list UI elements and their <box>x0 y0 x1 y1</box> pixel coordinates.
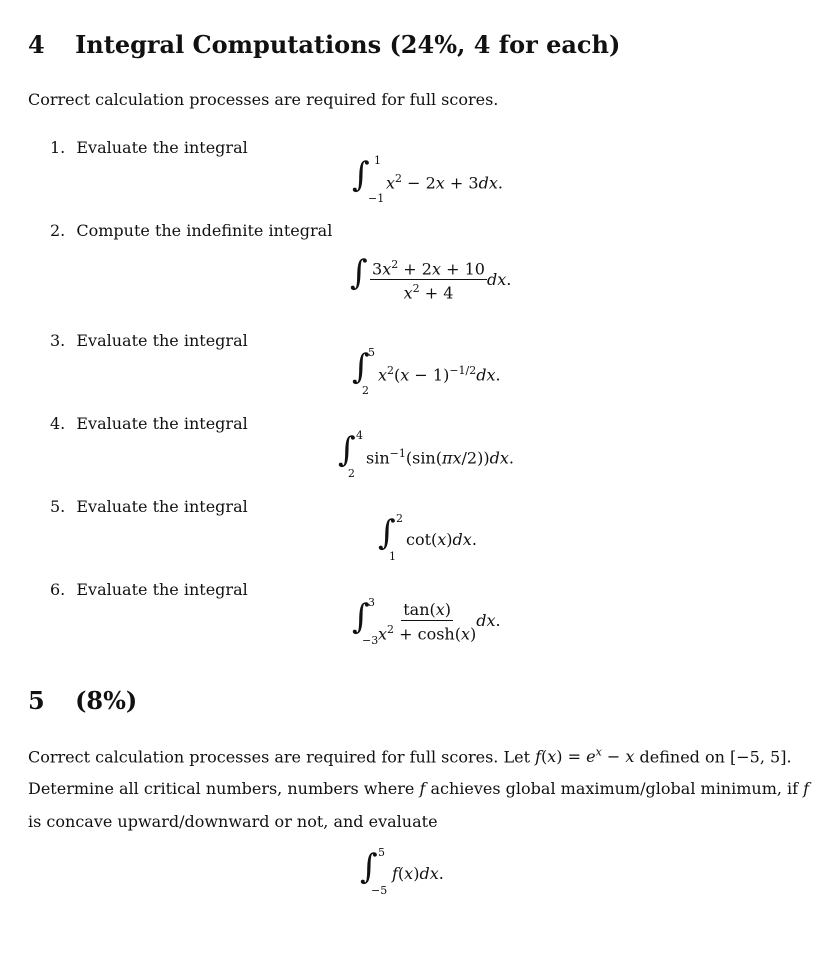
upper-limit: 2 <box>396 512 403 525</box>
integral-sign: ∫ <box>352 155 370 195</box>
line1-text-a: Correct calculation processes are required for full scores. Let <box>28 747 536 767</box>
integrand: $\sin^{-1}(\sin(\pi x/2))dx$. <box>366 447 514 468</box>
integral-sign: ∫ <box>378 513 396 553</box>
denominator: $x^2 + 4$ <box>403 282 454 303</box>
problem-2-prompt <box>50 221 332 240</box>
problem-2-text: Compute the indefinite integral <box>76 221 333 240</box>
integrand: $x^2 - 2x + 3dx$. <box>386 172 503 193</box>
integrand: $x^2(x - 1)^{-1/2}dx$. <box>378 364 501 385</box>
problem-1-formula <box>352 154 503 205</box>
integrand: cot(x)dx. <box>406 530 477 549</box>
upper-limit: 1 <box>374 154 381 167</box>
section-5-heading <box>28 686 137 715</box>
lower-limit: 1 <box>389 550 396 563</box>
line1-text-b: defined on <box>634 747 731 767</box>
problem-4-text: Evaluate the integral <box>76 414 248 433</box>
section-5-title: (8%) <box>75 686 138 715</box>
upper-limit: 3 <box>368 596 375 609</box>
problem-4-prompt <box>50 414 248 433</box>
domain-interval: [−5, 5] <box>730 747 787 767</box>
problem-5-prompt <box>50 497 248 516</box>
lower-limit: −1 <box>368 192 385 205</box>
fraction <box>370 258 487 303</box>
problem-1-prompt <box>50 138 248 157</box>
section-5-line-2 <box>28 779 809 798</box>
problem-3-index: 3. <box>50 331 66 350</box>
integrand: $\frac{3x^2 + 2x + 10}{x^2 + 4}$ dx. <box>372 258 512 303</box>
integral-sign: ∫ <box>360 847 378 887</box>
lower-limit: 2 <box>362 384 369 397</box>
section-4-intro: Correct calculation processes are required for full scores. <box>28 90 499 109</box>
upper-limit: 5 <box>378 846 385 859</box>
problem-6-prompt <box>50 580 248 599</box>
function-definition: $f(x) = e^x - x$ <box>535 746 635 767</box>
problem-4-index: 4. <box>50 414 66 433</box>
problem-5-text: Evaluate the integral <box>76 497 248 516</box>
problem-2-index: 2. <box>50 221 66 240</box>
problem-3-formula <box>352 346 501 397</box>
problem-6-formula <box>352 596 501 647</box>
problem-5-formula <box>378 512 477 563</box>
fraction <box>378 600 476 643</box>
upper-limit: 5 <box>368 346 375 359</box>
lower-limit: −5 <box>371 884 388 897</box>
problem-1-index: 1. <box>50 138 66 157</box>
problem-3-text: Evaluate the integral <box>76 331 248 350</box>
section-4-title: Integral Computations (24%, 4 for each) <box>75 30 621 59</box>
denominator: $x^2 + \cosh(x)$ <box>378 623 477 644</box>
lower-limit: −3 <box>362 634 379 647</box>
integral-sign: ∫ <box>352 597 370 637</box>
integral-sign: ∫ <box>350 253 368 293</box>
section-4-number: 4 <box>28 30 45 59</box>
integrand: $\frac{\tan(x)}{x^2 + \cosh(x)}$ dx. <box>378 600 501 644</box>
numerator: tan(x) <box>403 600 452 619</box>
line2-text-a: Determine all critical numbers, numbers where <box>28 779 420 798</box>
problem-4-formula <box>338 429 514 480</box>
section-4-heading <box>28 30 620 59</box>
problem-6-index: 6. <box>50 580 66 599</box>
upper-limit: 4 <box>356 429 363 442</box>
problem-5-index: 5. <box>50 497 66 516</box>
section-5-line-1 <box>28 746 792 766</box>
problem-6-text: Evaluate the integral <box>76 580 248 599</box>
lower-limit: 2 <box>348 467 355 480</box>
integrand: f(x)dx. <box>392 864 444 883</box>
integral-sign: ∫ <box>352 347 370 387</box>
function-symbol: f <box>419 779 426 798</box>
line1-text-c: . <box>786 747 792 767</box>
problem-1-text: Evaluate the integral <box>76 138 248 157</box>
problem-3-prompt <box>50 331 248 350</box>
section-5-formula <box>360 846 444 897</box>
section-5-line-3: is concave upward/downward or not, and evaluate <box>28 812 438 831</box>
line2-text-b: achieves global maximum/global minimum, if <box>425 779 804 798</box>
numerator: $3x^2 + 2x + 10$ <box>372 258 485 279</box>
problem-2-formula <box>350 253 512 303</box>
function-symbol: f <box>803 779 810 798</box>
section-5-number: 5 <box>28 686 45 715</box>
integral-sign: ∫ <box>338 430 356 470</box>
